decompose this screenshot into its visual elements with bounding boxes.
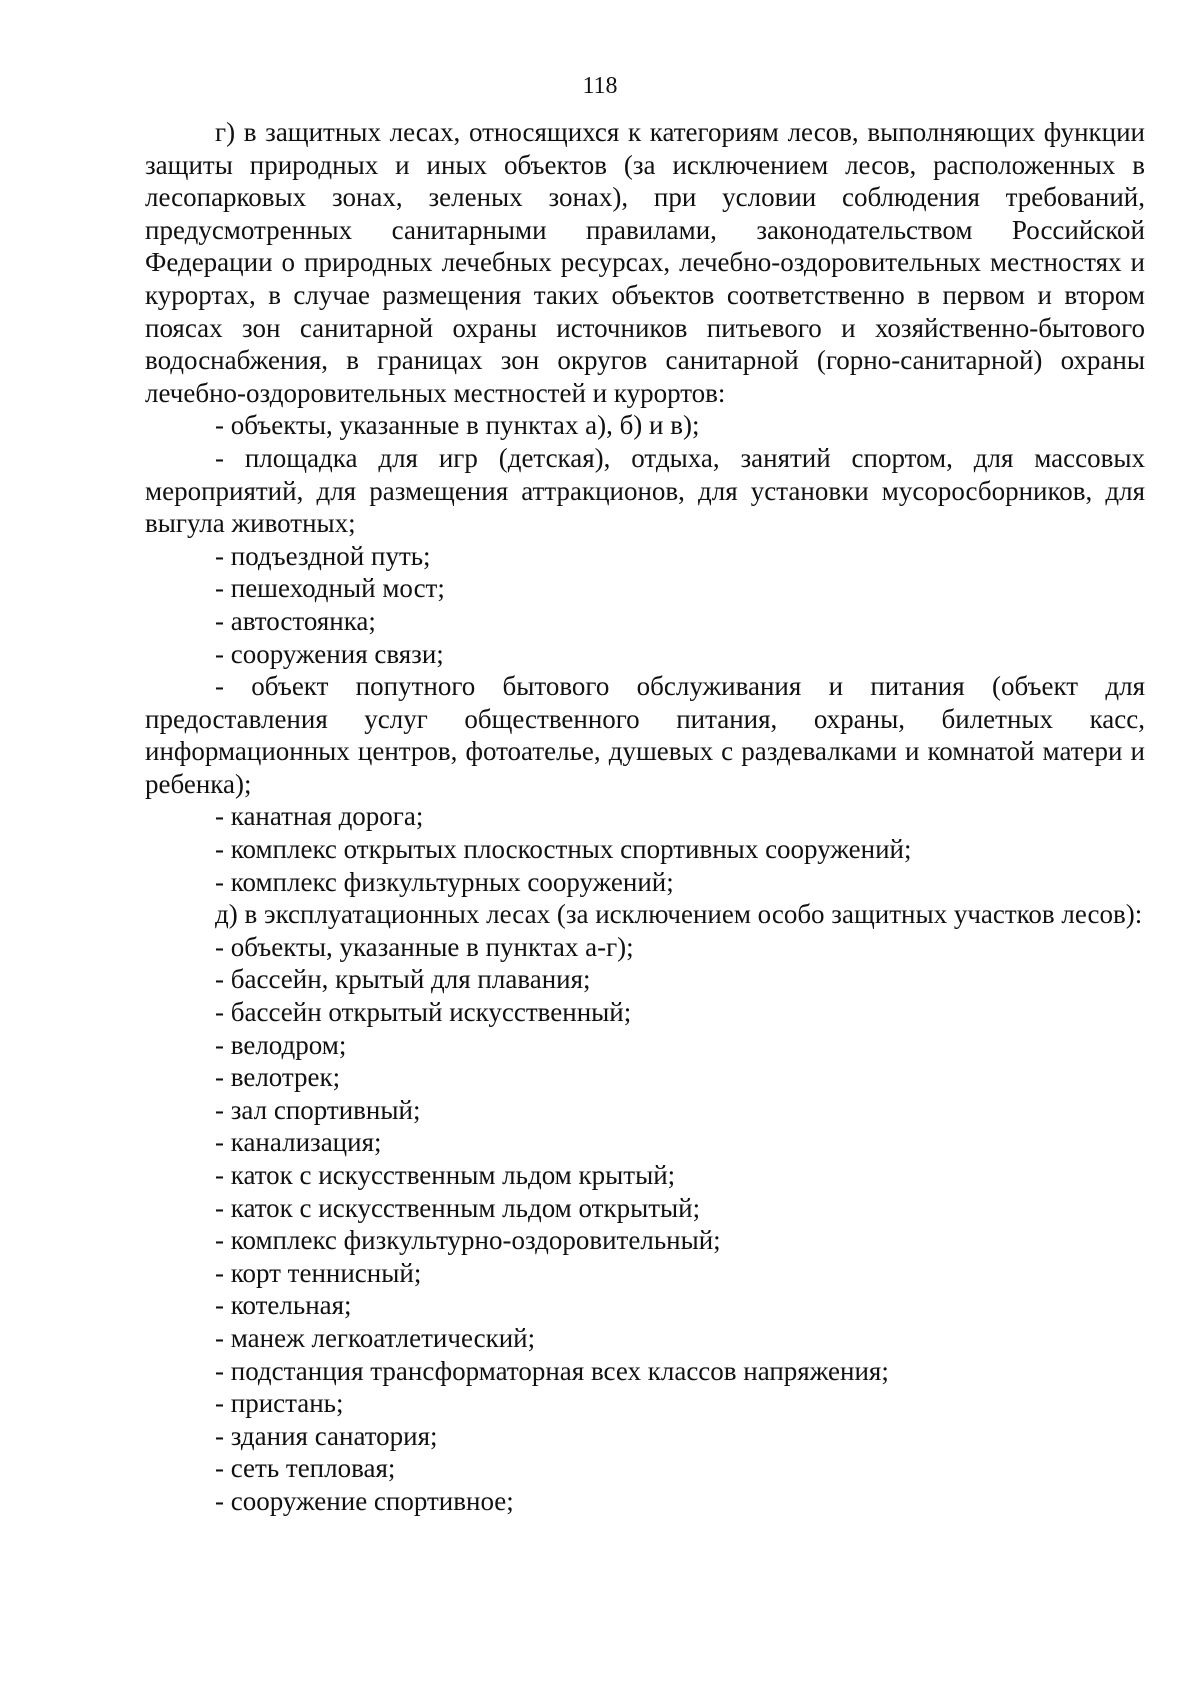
list-item: - комплекс физкультурных сооружений; [215,866,674,897]
paragraph: - объект попутного бытового обслуживания и питания (объект для предоставления услуг общественного питания, охраны, билетных касс, информационных центров, фотоателье, душевых с раздевалками и комнатой матери и ребенка); [145,671,1145,799]
list-item: - сеть тепловая; [215,1453,396,1484]
list-item: - котельная; [215,1290,352,1321]
list-item: - автостоянка; [215,605,376,636]
list-item: - зал спортивный; [215,1094,421,1125]
list-item: - пристань; [215,1388,344,1419]
list-item: - бассейн, крытый для плавания; [215,964,591,995]
list-item: - подстанция трансформаторная всех классов напряжения; [215,1355,889,1386]
list-item: - комплекс открытых плоскостных спортивных сооружений; [215,834,912,865]
list-item: - сооружения связи; [215,638,444,669]
list-item: - каток с искусственным льдом открытый; [215,1192,701,1223]
list-item: - бассейн открытый искусственный; [215,997,632,1028]
list-item: - сооружение спортивное; [215,1485,514,1516]
list-item: - комплекс физкультурно-оздоровительный; [215,1225,721,1256]
list-item: - корт теннисный; [215,1257,422,1288]
list-item: - подъездной путь; [215,540,431,571]
paragraph: - площадка для игр (детская), отдыха, занятий спортом, для массовых мероприятий, для размещения аттракционов, для установки мусоросборников, для выгула животных; [145,442,1145,539]
list-item: - манеж легкоатлетический; [215,1322,536,1353]
list-item: - объекты, указанные в пунктах а-г); [215,931,634,962]
list-item: - велодром; [215,1029,347,1060]
list-item: - велотрек; [215,1062,341,1093]
list-item: - канатная дорога; [215,801,424,832]
document-body [145,116,1145,1518]
list-item: - пешеходный мост; [215,573,445,604]
list-item: - объекты, указанные в пунктах а), б) и в); [215,410,700,441]
paragraph: д) в эксплуатационных лесах (за исключением особо защитных участков лесов): [215,899,1143,930]
list-item: - каток с искусственным льдом крытый; [215,1160,676,1190]
paragraph: г) в защитных лесах, относящихся к категориям лесов, выполняющих функции защиты природных и иных объектов (за исключением лесов, расположенных в лесопарковых зонах, зеленых зонах), при условии соблюдения требований, предусмотренных санитарными правилами, законодательством Российской Федерации о природных лечебных ресурсах, лечебно-оздоровительных местностях и курортах, в случае размещения таких объектов соответственно в первом и втором поясах зон санитарной охраны источников питьевого и хозяйственно-бытового водоснабжения, в границах зон округов санитарной (горно-санитарной) охраны лечебно-оздоровительных местностей и курортов: [145,117,1145,408]
list-item: - здания санатория; [215,1420,438,1451]
page-number: 118 [582,73,618,99]
list-item: - канализация; [215,1127,382,1158]
